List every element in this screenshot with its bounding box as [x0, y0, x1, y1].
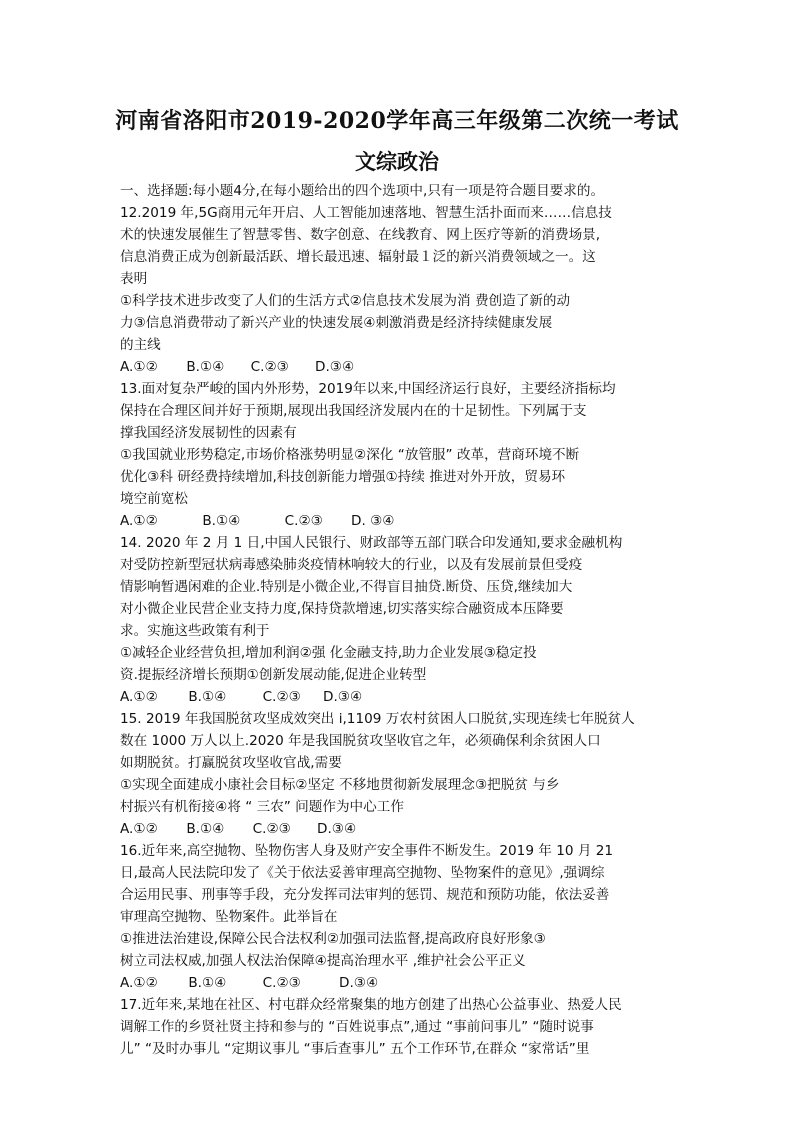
option-a[interactable]: A.①②	[120, 975, 158, 991]
question-15-options	[120, 819, 377, 839]
question-16-line-4: 审理高空抛物、坠物案件。此举旨在	[120, 909, 338, 925]
option-c[interactable]: C.②③	[262, 975, 301, 991]
question-16-line-5: ①推进法治建设,保障公民合法权利②加强司法监督,提高政府良好形象③	[120, 931, 546, 947]
option-b[interactable]: B.①④	[186, 821, 225, 837]
option-d[interactable]: D.③④	[322, 689, 363, 705]
question-17-line-1: 17.近年来,某地在社区、村屯群众经常聚集的地方创建了出热心公益事业、热爱人民	[120, 997, 622, 1013]
document-title: 河南省洛阳市2019-2020学年高三年级第二次统一考试	[115, 108, 679, 134]
question-16-line-3: 合运用民事、刑事等手段，充分发挥司法审判的惩罚、规范和预防功能，依法妥善	[120, 887, 610, 903]
question-13-line-6: 境空前宽松	[120, 491, 188, 507]
question-12-line-1: 12.2019 年,5G商用元年开启、人工智能加速落地、智慧生活扑面而来……信息技	[120, 205, 612, 221]
question-16-line-6: 树立司法权威,加强人权法治保障④提高治理水平 ,维护社会公平正义	[120, 953, 526, 969]
document-subtitle: 文综政治	[355, 149, 439, 174]
question-12-line-4: 表明	[120, 271, 148, 287]
question-17-line-2: 调解工作的乡贤社贤主持和参与的 “百姓说事点”,通过 “事前问事儿” “随时说事	[120, 1019, 594, 1035]
question-16-line-1: 16.近年来,高空抛物、坠物伤害人身及财产安全事件不断发生。2019 年 10 月 21	[120, 843, 614, 859]
question-14-line-4: 对小微企业民营企业支持力度,保持贷款增速,切实落实综合融资成本压降要	[120, 601, 564, 617]
question-16-options	[120, 973, 399, 993]
question-14-line-1: 14. 2020 年 2 月 1 日,中国人民银行、财政部等五部门联合印发通知,要求金融机构	[120, 535, 623, 551]
option-a[interactable]: A.①②	[120, 821, 158, 837]
option-d[interactable]: D.③④	[316, 821, 357, 837]
question-15-line-1: 15. 2019 年我国脱贫攻坚成效突出 i,1109 万农村贫困人口脱贫,实现连续七年脱贫人	[120, 711, 635, 727]
question-13-line-1: 13.面对复杂严峻的国内外形势，2019年以来,中国经济运行良好，主要经济指标均	[120, 381, 616, 397]
option-b[interactable]: B.①④	[202, 513, 241, 529]
option-d[interactable]: D. ③④	[350, 513, 395, 529]
option-a[interactable]: A.①②	[120, 359, 158, 375]
question-14-line-3: 情影响暂遇闲难的企业.特别是小微企业,不得盲目抽贷.断贷、压贷,继续加大	[120, 579, 573, 595]
option-c[interactable]: C.②③	[250, 359, 289, 375]
question-12-line-3: 信息消费正成为创新最活跃、增长最迅速、辐射最１泛的新兴消费领域之一。这	[120, 249, 596, 265]
question-17-line-3: 儿” “及时办事儿 “定期议事儿 “事后查事儿” 五个工作环节,在群众 “家常话”里	[120, 1041, 590, 1057]
question-13-options	[120, 511, 411, 531]
question-14-options	[120, 687, 383, 707]
question-12-line-5: ①科学技术进步改变了人们的生活方式②信息技术发展为消 费创造了新的动	[120, 293, 571, 309]
question-15-line-5: 村振兴有机衔接④将 “ 三农” 问题作为中心工作	[120, 799, 404, 815]
section-instructions: 一、选择题:每小题4分,在每小题给出的四个选项中,只有一项是符合题目要求的。	[120, 183, 605, 199]
question-12-line-2: 术的快速发展催生了智慧零售、数字创意、在线教育、网上医疗等新的消费场景,	[120, 227, 601, 243]
question-15-line-2: 数在 1000 万人以上.2020 年是我国脱贫攻坚收官之年，必须确保利余贫困人口	[120, 733, 601, 749]
question-15-line-3: 如期脱贫。打赢脱贫攻坚收官战,需要	[120, 755, 342, 771]
option-c[interactable]: C.②③	[252, 821, 291, 837]
question-15-line-4: ①实现全面建成小康社会目标②坚定 不移地贯彻新发展理念③把脱贫 与乡	[120, 777, 560, 793]
question-13-line-5: 优化③科 研经费持续增加,科技创新能力增强①持续 推进对外开放，贸易环	[120, 469, 566, 485]
question-13-line-2: 保持在合理区间并好于预期,展现出我国经济发展内在的十足韧性。下列属于支	[120, 403, 587, 419]
question-12-line-7: 的主线	[120, 337, 161, 353]
option-a[interactable]: A.①②	[120, 513, 158, 529]
question-14-line-2: 对受防控新型冠状病毒感染肺炎疫情林响较大的行业，以及有发展前景但受疫	[120, 557, 583, 573]
question-13-line-4: ①我国就业形势稳定,市场价格涨势明显②深化 “放管服” 改革，营商环境不断	[120, 447, 580, 463]
option-b[interactable]: B.①④	[188, 689, 227, 705]
question-12-line-6: 力③信息消费带动了新兴产业的快速发展④刺激消费是经济持续健康发展	[120, 315, 553, 331]
option-a[interactable]: A.①②	[120, 689, 158, 705]
option-d[interactable]: D.③④	[338, 975, 379, 991]
option-b[interactable]: B.①④	[186, 359, 225, 375]
option-d[interactable]: D.③④	[314, 359, 355, 375]
option-c[interactable]: C.②③	[262, 689, 301, 705]
option-c[interactable]: C.②③	[284, 513, 323, 529]
question-14-line-7: 资.提振经济增长预期①创新发展动能,促进企业转型	[120, 667, 427, 683]
question-13-line-3: 撑我国经济发展韧性的因素有	[120, 425, 297, 441]
question-12-options	[120, 357, 375, 377]
question-14-line-6: ①减轻企业经营负担,增加利润②强 化金融支持,助力企业发展③稳定投	[120, 645, 537, 661]
option-b[interactable]: B.①④	[188, 975, 227, 991]
question-16-line-2: 日,最高人民法院印发了《关于依法妥善审理高空抛物、坠物案件的意见》,强调综	[120, 865, 605, 881]
question-14-line-5: 求。实施这些政策有利于	[120, 623, 270, 639]
